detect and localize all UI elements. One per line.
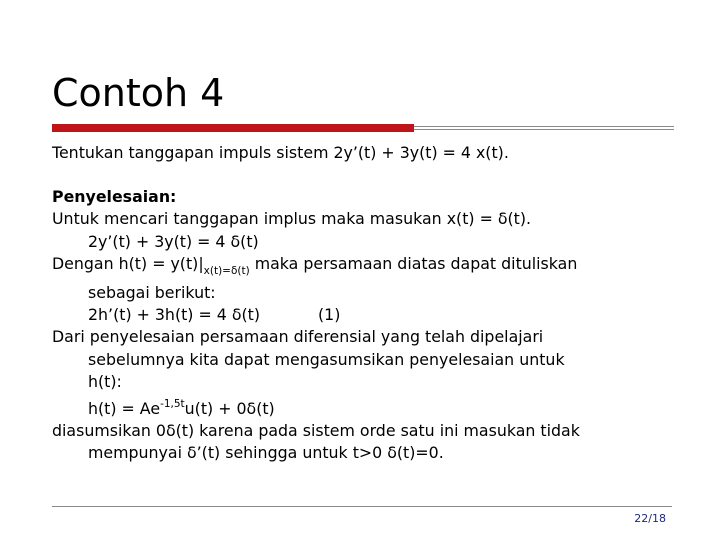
solution-line: mempunyai δ’(t) sehingga untuk t>0 δ(t)=0. bbox=[88, 443, 444, 463]
title-divider-line bbox=[414, 129, 674, 130]
footer-divider-line bbox=[52, 506, 672, 507]
paragraph-gap bbox=[52, 164, 692, 186]
title-divider-line bbox=[414, 126, 674, 127]
page-number: 22/18 bbox=[634, 512, 666, 525]
exponent: -1,5t bbox=[160, 398, 185, 411]
solution-line bbox=[52, 253, 692, 282]
solution-line: diasumsikan 0δ(t) karena pada sistem orde satu ini masukan tidak bbox=[52, 421, 580, 441]
solution-heading: Penyelesaian: bbox=[52, 187, 177, 207]
text-fragment: h(t) = Ae bbox=[88, 399, 161, 419]
subscript-condition: x(t)=δ(t) bbox=[203, 264, 250, 277]
slide-title: Contoh 4 bbox=[52, 71, 225, 115]
slide-body bbox=[52, 142, 692, 465]
equation-line: 2y’(t) + 3y(t) = 4 δ(t) bbox=[88, 231, 259, 251]
solution-line: Dari penyelesaian persamaan diferensial yang telah dipelajari bbox=[52, 327, 544, 347]
equation-tag: (1) bbox=[318, 305, 341, 325]
text-fragment: u(t) + 0δ(t) bbox=[184, 399, 275, 419]
text-fragment: maka persamaan diatas dapat dituliskan bbox=[249, 253, 578, 273]
solution-line: sebagai berikut: bbox=[88, 283, 216, 303]
problem-statement: Tentukan tanggapan impuls sistem 2y’(t) + 3y(t) = 4 x(t). bbox=[52, 143, 509, 162]
text-fragment: Dengan h(t) = y(t)| bbox=[52, 253, 204, 273]
solution-line: Untuk mencari tanggapan implus maka masukan x(t) = δ(t). bbox=[52, 209, 532, 229]
equation-line bbox=[52, 393, 692, 420]
solution-line: sebelumnya kita dapat mengasumsikan penyelesaian untuk bbox=[88, 349, 565, 369]
equation-line bbox=[52, 304, 692, 326]
solution-line: h(t): bbox=[88, 371, 122, 391]
title-accent-bar bbox=[52, 124, 414, 132]
equation-text: 2h’(t) + 3h(t) = 4 δ(t) bbox=[88, 305, 260, 325]
